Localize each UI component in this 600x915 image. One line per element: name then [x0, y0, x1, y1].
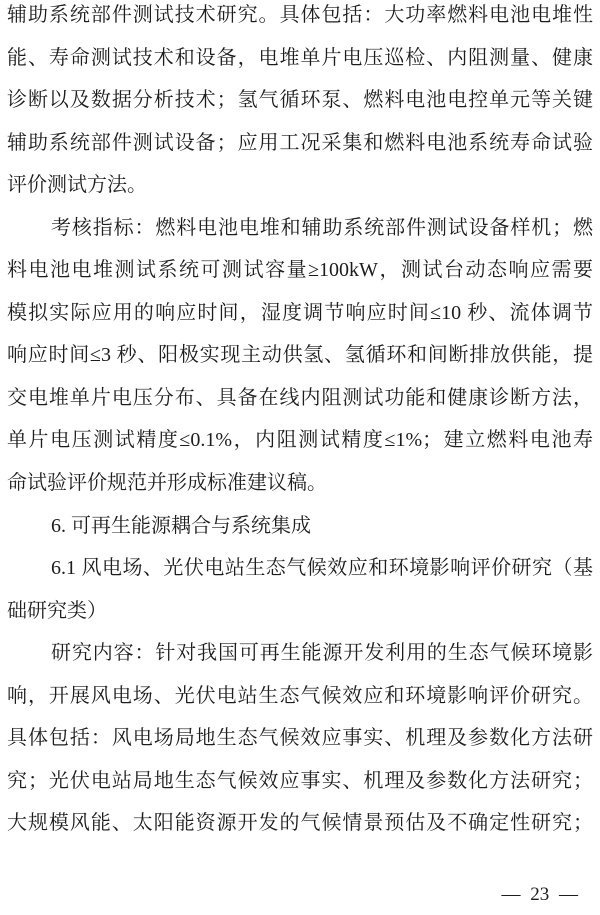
text-line: 模拟实际应用的响应时间，湿度调节响应时间≤10 秒、流体调节	[7, 301, 593, 324]
text-line: 响应时间≤3 秒、阳极实现主动供氢、氢循环和间断排放供能，提	[7, 344, 593, 367]
text-line: 考核指标：燃料电池电堆和辅助系统部件测试设备样机；燃	[51, 216, 593, 239]
text-line: 6. 可再生能源耦合与系统集成	[51, 514, 311, 537]
text-block	[7, 0, 593, 845]
text-line: 究；光伏电站局地生态气候效应事实、机理及参数化方法研究；	[7, 769, 593, 792]
text-line: 评价测试方法。	[7, 174, 147, 197]
text-line: 交电堆单片电压分布、具备在线内阻测试功能和健康诊断方法，	[7, 386, 593, 409]
text-line: 大规模风能、太阳能资源开发的气候情景预估及不确定性研究；	[7, 812, 593, 835]
text-line: 础研究类）	[7, 599, 107, 622]
text-line: 诊断以及数据分析技术；氢气循环泵、燃料电池电控单元等关键	[7, 89, 593, 112]
page-number: — 23 —	[501, 884, 578, 905]
text-line: 单片电压测试精度≤0.1%，内阻测试精度≤1%；建立燃料电池寿	[7, 429, 593, 452]
text-line: 料电池电堆测试系统可测试容量≥100kW，测试台动态响应需要	[7, 259, 593, 282]
text-line: 辅助系统部件测试技术研究。具体包括：大功率燃料电池电堆性	[7, 4, 593, 26]
text-line: 研究内容：针对我国可再生能源开发利用的生态气候环境影	[51, 642, 593, 665]
text-line: 具体包括：风电场局地生态气候效应事实、机理及参数化方法研	[7, 727, 593, 750]
text-line: 6.1 风电场、光伏电站生态气候效应和环境影响评价研究（基	[51, 557, 593, 580]
text-line: 能、寿命测试技术和设备，电堆单片电压巡检、内阻测量、健康	[7, 46, 593, 69]
text-line: 辅助系统部件测试设备；应用工况采集和燃料电池系统寿命试验	[7, 131, 593, 154]
text-line: 命试验评价规范并形成标准建议稿。	[7, 472, 327, 495]
text-line: 响，开展风电场、光伏电站生态气候效应和环境影响评价研究。	[7, 684, 593, 707]
